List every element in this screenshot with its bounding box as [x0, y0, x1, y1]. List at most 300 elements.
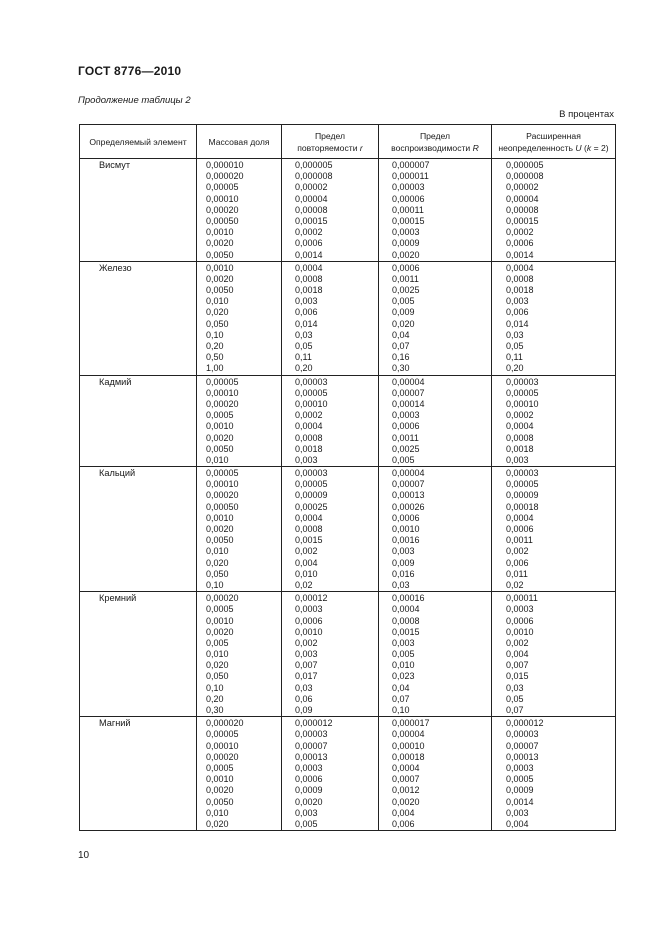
table-cell-value: 0,020	[206, 307, 229, 318]
value-list	[282, 377, 378, 467]
table-cell-value: 0,020	[206, 557, 229, 568]
table-cell-value: 0,0004	[295, 262, 323, 273]
table-cell-value: 0,003	[295, 454, 318, 465]
value-list	[282, 160, 378, 261]
reproducibility-values	[379, 467, 492, 592]
page-number: 10	[78, 850, 90, 861]
table-cell-value: 0,06	[295, 693, 313, 704]
repeatability-values	[282, 159, 379, 262]
table-cell-value: 0,05	[506, 341, 524, 351]
table-cell-value: 0,003	[295, 296, 318, 307]
table-cell-value: 0,005	[392, 454, 415, 465]
mass-fraction-values	[197, 159, 282, 262]
table-cell-value: 0,014	[295, 318, 318, 329]
element-name: Железо	[80, 261, 197, 375]
table-caption: Продолжение таблицы 2	[78, 95, 191, 106]
element-name: Кальций	[80, 467, 197, 592]
table-cell-value: 0,0004	[506, 262, 534, 273]
table-cell-value: 0,00013	[392, 490, 425, 501]
table-cell-value: 0,000005	[506, 160, 544, 170]
table-cell-value: 0,020	[206, 818, 229, 829]
reproducibility-values	[379, 717, 492, 831]
reproducibility-values	[379, 592, 492, 717]
table-cell-value: 0,00010	[206, 387, 239, 398]
table-cell-value: 0,0020	[206, 626, 234, 637]
value-list	[197, 263, 281, 375]
element-name: Кремний	[80, 592, 197, 717]
table-cell-value: 0,0004	[295, 421, 323, 432]
table-cell-value: 0,0008	[392, 615, 420, 626]
table-cell-value: 0,020	[392, 318, 415, 329]
header-uncertainty: Расширенная неопределенность U (k = 2)	[492, 125, 616, 159]
table-cell-value: 0,015	[506, 671, 529, 682]
table-cell-value: 0,00003	[392, 182, 425, 193]
table-cell-value: 0,0020	[206, 785, 234, 796]
value-list	[379, 160, 491, 261]
table-cell-value: 0,002	[506, 546, 529, 557]
table-cell-value: 0,0006	[295, 774, 323, 785]
table-cell-value: 0,004	[506, 818, 529, 829]
table-cell-value: 0,00008	[295, 204, 328, 215]
value-list	[379, 468, 491, 591]
table-cell-value: 0,10	[206, 579, 224, 590]
table-cell-value: 0,00003	[506, 468, 539, 479]
table-cell-value: 0,010	[206, 546, 229, 557]
table-cell-value: 0,00025	[295, 501, 328, 512]
element-group-row	[80, 467, 616, 592]
value-list	[379, 263, 491, 375]
table-cell-value: 0,0006	[392, 512, 420, 523]
value-list	[379, 593, 491, 716]
table-cell-value: 0,00003	[295, 376, 328, 387]
table-cell-value: 0,010	[206, 296, 229, 307]
value-list	[197, 160, 281, 261]
table-cell-value: 0,017	[295, 671, 318, 682]
table-cell-value: 0,00009	[506, 490, 539, 501]
table-cell-value: 0,00011	[506, 593, 538, 604]
table-cell-value: 0,00020	[206, 593, 239, 604]
table-cell-value: 0,0014	[295, 249, 323, 260]
table-cell-value: 0,00007	[392, 387, 425, 398]
table-cell-value: 0,00003	[295, 729, 328, 740]
reproducibility-values	[379, 375, 492, 467]
value-list	[282, 468, 378, 591]
element-name: Висмут	[80, 159, 197, 262]
table-cell-value: 0,050	[206, 568, 229, 579]
table-cell-value: 0,11	[506, 352, 523, 363]
table-header-row	[80, 125, 616, 159]
table-cell-value: 0,02	[295, 579, 313, 590]
table-cell-value: 0,0003	[392, 410, 420, 421]
table-cell-value: 0,007	[295, 660, 318, 671]
element-group-row	[80, 717, 616, 831]
table-cell-value: 0,0002	[506, 410, 534, 421]
table-cell-value: 0,00005	[295, 479, 328, 490]
units-label: В процентах	[559, 109, 614, 120]
table-cell-value: 0,00005	[206, 468, 239, 479]
table-cell-value: 0,011	[506, 568, 528, 579]
element-group-row	[80, 261, 616, 375]
table-cell-value: 0,04	[392, 329, 410, 340]
value-list	[197, 718, 281, 830]
table-cell-value: 0,010	[206, 649, 229, 660]
value-list	[282, 718, 378, 830]
table-cell-value: 0,0006	[392, 421, 420, 432]
table-cell-value: 0,006	[506, 307, 529, 318]
table-cell-value: 0,0003	[392, 227, 420, 238]
element-name: Магний	[80, 717, 197, 831]
value-list	[282, 593, 378, 716]
table-cell-value: 0,00004	[295, 193, 328, 204]
uncertainty-values	[492, 375, 616, 467]
table-cell-value: 0,00015	[295, 215, 328, 226]
table-cell-value: 0,0002	[295, 227, 323, 238]
table-cell-value: 0,00010	[295, 398, 328, 409]
table-cell-value: 0,50	[206, 352, 224, 363]
table-cell-value: 0,0010	[206, 615, 234, 626]
table-cell-value: 0,000012	[506, 718, 544, 729]
mass-fraction-values	[197, 375, 282, 467]
table-cell-value: 0,003	[506, 454, 529, 465]
table-cell-value: 0,005	[206, 637, 229, 648]
uncertainty-values	[492, 592, 616, 717]
table-cell-value: 0,00018	[506, 501, 539, 512]
table-cell-value: 0,0003	[295, 762, 323, 773]
value-list	[492, 263, 615, 375]
table-cell-value: 0,00010	[506, 398, 539, 409]
value-list	[492, 160, 615, 261]
table-cell-value: 0,00016	[392, 593, 425, 604]
table-cell-value: 0,010	[295, 568, 318, 579]
table-cell-value: 0,0004	[506, 512, 534, 523]
table-cell-value: 0,003	[392, 637, 415, 648]
table-cell-value: 0,0008	[506, 432, 534, 443]
table-cell-value: 0,00004	[506, 193, 539, 204]
table-cell-value: 0,010	[206, 807, 229, 818]
repeatability-values	[282, 467, 379, 592]
element-group-row	[80, 375, 616, 467]
value-list	[197, 468, 281, 591]
table-cell-value: 0,00003	[506, 729, 539, 740]
table-cell-value: 0,005	[392, 296, 415, 307]
element-group-row	[80, 159, 616, 262]
table-cell-value: 0,006	[295, 307, 318, 318]
table-cell-value: 0,003	[506, 296, 529, 307]
element-group-row	[80, 592, 616, 717]
table-cell-value: 0,000020	[206, 718, 244, 729]
table-cell-value: 0,0012	[392, 785, 420, 796]
table-cell-value: 0,0003	[506, 604, 534, 615]
table-cell-value: 0,30	[206, 705, 224, 715]
reproducibility-values	[379, 159, 492, 262]
repeatability-values	[282, 261, 379, 375]
repeatability-values	[282, 717, 379, 831]
table-cell-value: 0,003	[506, 807, 529, 818]
table-cell-value: 0,00020	[206, 398, 239, 409]
table-cell-value: 0,00014	[392, 398, 425, 409]
table-cell-value: 0,000017	[392, 718, 430, 729]
table-cell-value: 0,0010	[506, 626, 534, 637]
table-cell-value: 0,00007	[295, 740, 328, 751]
table-cell-value: 0,016	[392, 568, 415, 579]
table-cell-value: 0,0008	[295, 524, 323, 534]
table-cell-value: 0,0014	[506, 796, 534, 807]
table-cell-value: 0,0050	[206, 535, 234, 546]
table-cell-value: 0,0005	[206, 604, 234, 615]
table-cell-value: 0,00026	[392, 501, 425, 512]
value-list	[492, 718, 615, 830]
table-cell-value: 0,005	[392, 649, 415, 660]
table-cell-value: 0,010	[206, 454, 229, 465]
table-cell-value: 0,03	[506, 329, 524, 340]
table-cell-value: 0,00006	[392, 193, 425, 204]
table-cell-value: 0,0006	[506, 238, 534, 249]
table-cell-value: 0,0004	[295, 512, 323, 523]
table-cell-value: 0,00004	[392, 729, 425, 740]
table-cell-value: 0,0014	[506, 249, 534, 260]
table-cell-value: 0,0018	[295, 285, 323, 296]
table-cell-value: 0,20	[295, 363, 313, 374]
table-cell-value: 0,10	[206, 682, 224, 693]
table-cell-value: 0,006	[506, 557, 529, 568]
table-cell-value: 0,0002	[506, 227, 534, 238]
table-cell-value: 0,0025	[392, 443, 420, 454]
table-cell-value: 0,00002	[295, 182, 328, 193]
table-cell-value: 0,00020	[206, 204, 239, 215]
table-cell-value: 0,009	[392, 557, 415, 568]
table-cell-value: 0,00020	[206, 490, 239, 501]
table-cell-value: 0,20	[206, 341, 224, 351]
table-cell-value: 0,00005	[206, 182, 239, 193]
table-cell-value: 0,0020	[206, 273, 234, 284]
table-cell-value: 0,000005	[295, 160, 333, 170]
table-cell-value: 0,0020	[206, 432, 234, 443]
table-cell-value: 0,00005	[506, 479, 539, 490]
table-cell-value: 0,00008	[506, 204, 539, 215]
table-cell-value: 0,0003	[295, 604, 323, 615]
table-cell-value: 0,00010	[206, 740, 239, 751]
table-cell-value: 0,03	[295, 329, 313, 340]
value-list	[197, 593, 281, 716]
table-cell-value: 0,000007	[392, 160, 430, 170]
table-cell-value: 0,00005	[206, 376, 239, 387]
table-cell-value: 0,000020	[206, 171, 244, 182]
table-cell-value: 0,00018	[392, 751, 425, 762]
table-cell-value: 0,050	[206, 671, 229, 682]
table-cell-value: 1,00	[206, 363, 224, 374]
table-cell-value: 0,0006	[295, 238, 323, 249]
header-mass-fraction: Массовая доля	[197, 125, 282, 159]
table-cell-value: 0,07	[392, 693, 410, 704]
table-cell-value: 0,003	[392, 546, 415, 557]
table-cell-value: 0,0025	[392, 285, 420, 296]
table-cell-value: 0,0050	[206, 249, 234, 260]
table-cell-value: 0,0020	[206, 238, 234, 249]
table-cell-value: 0,004	[295, 557, 318, 568]
header-reproducibility: Предел воспроизводимости R	[379, 125, 492, 159]
table-cell-value: 0,0009	[506, 785, 534, 796]
table-cell-value: 0,04	[392, 682, 410, 693]
table-cell-value: 0,010	[392, 660, 415, 671]
mass-fraction-values	[197, 467, 282, 592]
uncertainty-values	[492, 159, 616, 262]
table-cell-value: 0,05	[506, 693, 524, 704]
table-cell-value: 0,0007	[392, 774, 420, 785]
table-cell-value: 0,0004	[392, 604, 420, 615]
table-cell-value: 0,004	[392, 807, 415, 818]
table-cell-value: 0,0020	[206, 524, 234, 534]
table-cell-value: 0,0050	[206, 443, 234, 454]
table-cell-value: 0,0020	[295, 796, 323, 807]
table-cell-value: 0,0010	[206, 774, 234, 785]
table-cell-value: 0,0020	[392, 249, 420, 260]
value-list	[492, 377, 615, 467]
table-cell-value: 0,03	[392, 579, 410, 590]
uncertainty-values	[492, 467, 616, 592]
table-cell-value: 0,00004	[392, 376, 425, 387]
mass-fraction-values	[197, 261, 282, 375]
table-cell-value: 0,0015	[295, 535, 323, 546]
value-list	[379, 377, 491, 467]
table-cell-value: 0,0010	[206, 227, 234, 238]
table-cell-value: 0,007	[506, 660, 529, 671]
header-repeatability: Предел повторяемости r	[282, 125, 379, 159]
table-cell-value: 0,0018	[295, 443, 323, 454]
table-cell-value: 0,0010	[206, 421, 234, 432]
table-cell-value: 0,0016	[392, 535, 420, 546]
table-cell-value: 0,20	[506, 363, 524, 374]
mass-fraction-values	[197, 592, 282, 717]
header-element: Определяемый элемент	[80, 125, 197, 159]
table-cell-value: 0,0004	[506, 421, 534, 432]
table-cell-value: 0,002	[295, 546, 318, 557]
table-cell-value: 0,0002	[295, 410, 323, 421]
table-cell-value: 0,02	[506, 579, 524, 590]
table-cell-value: 0,00012	[295, 593, 328, 604]
table-cell-value: 0,05	[295, 341, 313, 351]
table-cell-value: 0,0020	[392, 796, 420, 807]
table-cell-value: 0,00010	[392, 740, 425, 751]
table-cell-value: 0,0011	[392, 273, 419, 284]
table-cell-value: 0,003	[295, 807, 318, 818]
table-cell-value: 0,00010	[206, 479, 239, 490]
table-cell-value: 0,0004	[392, 762, 420, 773]
table-cell-value: 0,0010	[206, 512, 234, 523]
table-cell-value: 0,0006	[506, 615, 534, 626]
table-cell-value: 0,11	[295, 352, 312, 363]
results-table	[79, 124, 616, 831]
table-cell-value: 0,000012	[295, 718, 333, 729]
table-cell-value: 0,07	[506, 705, 524, 715]
table-cell-value: 0,0008	[506, 273, 534, 284]
table-cell-value: 0,023	[392, 671, 415, 682]
table-cell-value: 0,03	[295, 682, 313, 693]
table-cell-value: 0,0009	[392, 238, 420, 249]
table-cell-value: 0,002	[506, 637, 529, 648]
table-cell-value: 0,0011	[506, 535, 533, 546]
table-cell-value: 0,03	[506, 682, 524, 693]
table-cell-value: 0,0005	[206, 410, 234, 421]
table-cell-value: 0,00004	[392, 468, 425, 479]
table-cell-value: 0,00015	[506, 215, 539, 226]
table-cell-value: 0,00005	[206, 729, 239, 740]
table-cell-value: 0,00007	[506, 740, 539, 751]
uncertainty-values	[492, 261, 616, 375]
table-cell-value: 0,0008	[295, 273, 323, 284]
value-list	[282, 263, 378, 375]
table-cell-value: 0,00007	[392, 479, 425, 490]
table-cell-value: 0,00003	[506, 376, 539, 387]
table-cell-value: 0,006	[392, 818, 415, 829]
table-cell-value: 0,10	[392, 705, 410, 715]
table-cell-value: 0,00005	[295, 387, 328, 398]
table-cell-value: 0,09	[295, 705, 313, 715]
repeatability-values	[282, 375, 379, 467]
table-cell-value: 0,0005	[206, 762, 234, 773]
table-cell-value: 0,00020	[206, 751, 239, 762]
table-cell-value: 0,004	[506, 649, 529, 660]
document-id: ГОСТ 8776—2010	[78, 64, 182, 78]
table-cell-value: 0,0003	[506, 762, 534, 773]
table-cell-value: 0,0050	[206, 285, 234, 296]
table-cell-value: 0,00003	[295, 468, 328, 479]
table-cell-value: 0,000008	[506, 171, 544, 182]
uncertainty-values	[492, 717, 616, 831]
table-cell-value: 0,0009	[295, 785, 323, 796]
table-cell-value: 0,003	[295, 649, 318, 660]
value-list	[492, 468, 615, 591]
table-cell-value: 0,0010	[295, 626, 323, 637]
table-cell-value: 0,0011	[392, 432, 419, 443]
table-cell-value: 0,00011	[392, 204, 424, 215]
table-cell-value: 0,002	[295, 637, 318, 648]
table-cell-value: 0,0010	[392, 524, 420, 534]
table-cell-value: 0,000010	[206, 160, 244, 170]
table-cell-value: 0,00013	[295, 751, 328, 762]
table-cell-value: 0,0006	[392, 262, 420, 273]
table-cell-value: 0,00002	[506, 182, 539, 193]
table-cell-value: 0,20	[206, 693, 224, 704]
repeatability-values	[282, 592, 379, 717]
table-cell-value: 0,0008	[295, 432, 323, 443]
table-cell-value: 0,009	[392, 307, 415, 318]
table-cell-value: 0,0018	[506, 285, 534, 296]
table-cell-value: 0,000011	[392, 171, 429, 182]
table-cell-value: 0,00050	[206, 501, 239, 512]
table-cell-value: 0,16	[392, 352, 410, 363]
table-cell-value: 0,0018	[506, 443, 534, 454]
table-cell-value: 0,00009	[295, 490, 328, 501]
table-cell-value: 0,30	[392, 363, 410, 374]
table-cell-value: 0,000008	[295, 171, 333, 182]
value-list	[379, 718, 491, 830]
table-cell-value: 0,014	[506, 318, 529, 329]
table-cell-value: 0,10	[206, 329, 224, 340]
table-cell-value: 0,050	[206, 318, 229, 329]
table-cell-value: 0,00050	[206, 215, 239, 226]
mass-fraction-values	[197, 717, 282, 831]
table-cell-value: 0,00005	[506, 387, 539, 398]
table-cell-value: 0,00013	[506, 751, 539, 762]
table-cell-value: 0,0006	[506, 524, 534, 534]
table-cell-value: 0,005	[295, 818, 318, 829]
table-cell-value: 0,0005	[506, 774, 534, 785]
table-cell-value: 0,00010	[206, 193, 239, 204]
reproducibility-values	[379, 261, 492, 375]
table-cell-value: 0,020	[206, 660, 229, 671]
table-cell-value: 0,07	[392, 341, 410, 351]
value-list	[197, 377, 281, 467]
